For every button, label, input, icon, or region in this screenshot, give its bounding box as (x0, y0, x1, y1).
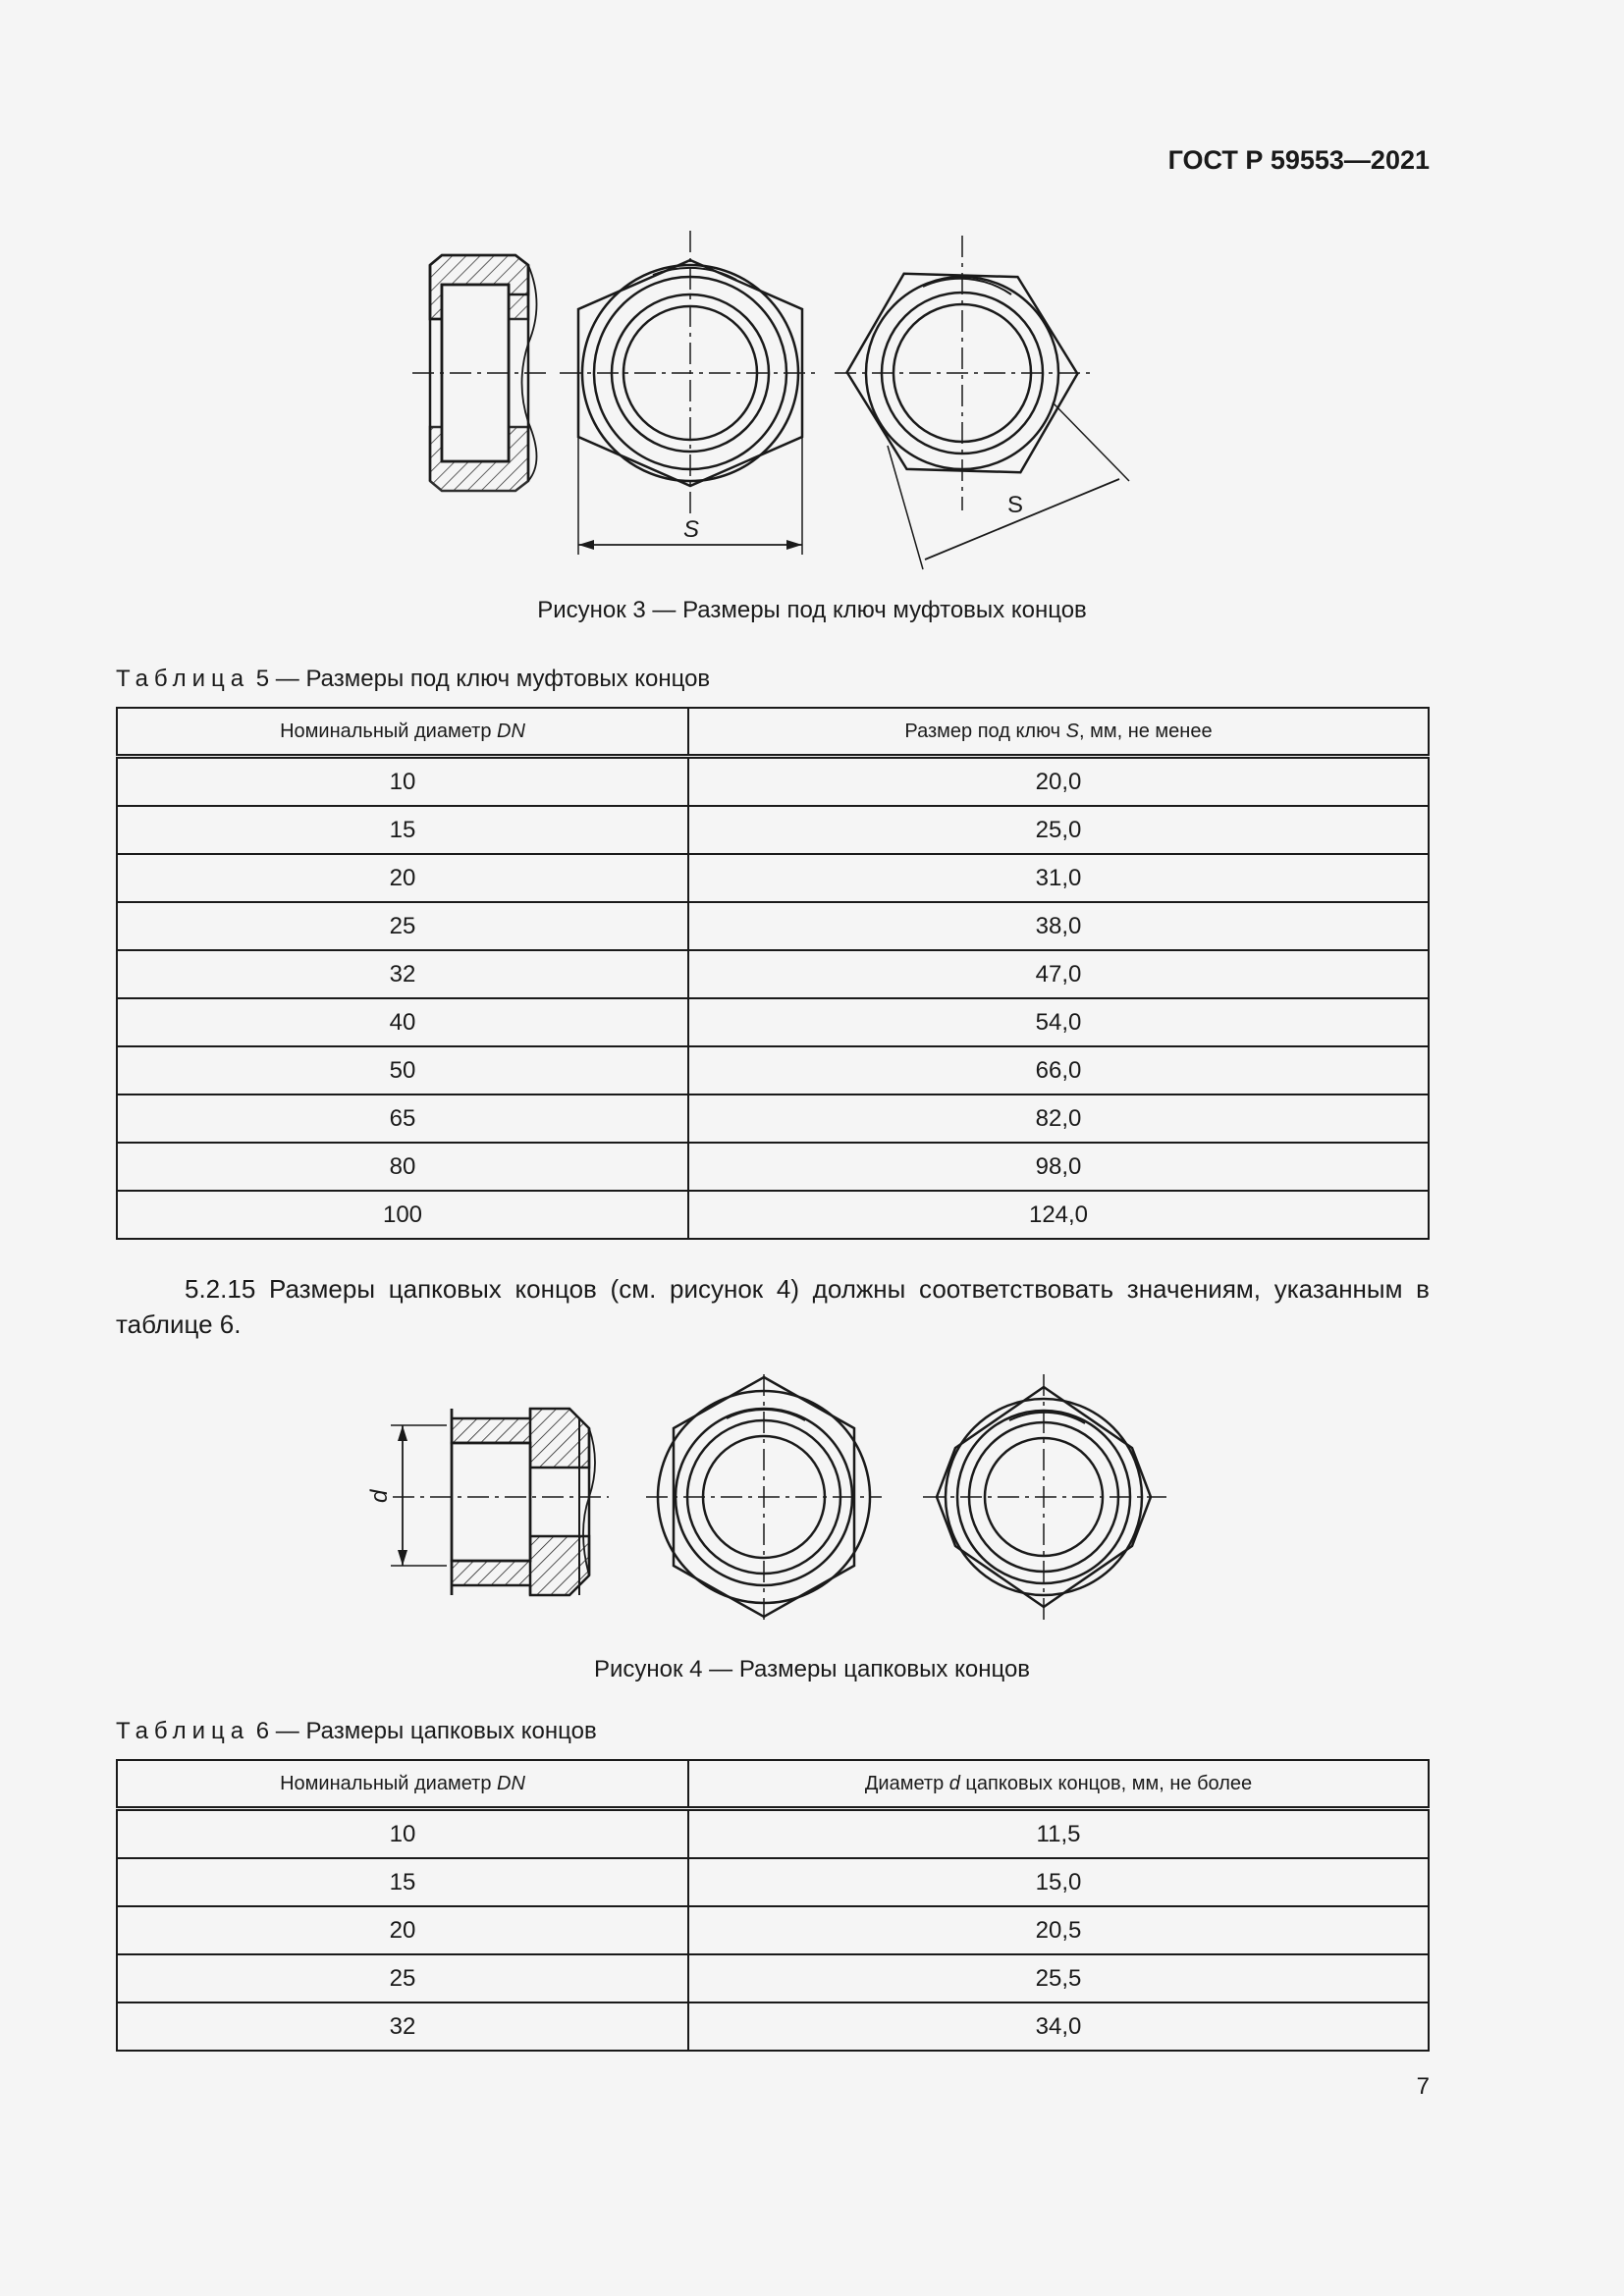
table-5-header-s: Размер под ключ S, мм, не менее (688, 708, 1429, 757)
table-row: 10 11,5 (117, 1809, 1429, 1859)
table-row: 25 25,5 (117, 1954, 1429, 2002)
table-row: 15 15,0 (117, 1858, 1429, 1906)
figure-3-drawing (412, 226, 1159, 579)
table-6 (116, 1759, 1430, 2052)
table-row: 65 82,0 (117, 1095, 1429, 1143)
figure-4-drawing (366, 1369, 1198, 1634)
table-row: 10 20,0 (117, 757, 1429, 807)
fitting-section-view (412, 255, 548, 491)
table-row: 40 54,0 (117, 998, 1429, 1046)
spigot-hex-view-1 (646, 1374, 882, 1620)
table-row: 50 66,0 (117, 1046, 1429, 1095)
table-5-header-dn: Номинальный диаметр DN (117, 708, 688, 757)
dimension-label-d: d (366, 1489, 393, 1503)
dimension-label-s1: S (683, 516, 700, 543)
table-row: 20 31,0 (117, 854, 1429, 902)
table-row: 100 124,0 (117, 1191, 1429, 1239)
table-6-caption: Таблица 6 — Размеры цапковых концов (116, 1718, 597, 1744)
paragraph-5-2-15: 5.2.15 Размеры цапковых концов (см. рисунок 4) должны соответствовать значениям, указанным в таблице 6. (116, 1274, 1430, 1339)
table-row: 15 25,0 (117, 806, 1429, 854)
table-5-caption: Таблица 5 — Размеры под ключ муфтовых концов (116, 666, 711, 692)
table-5 (116, 707, 1430, 1240)
table-row: 20 20,5 (117, 1906, 1429, 1954)
spigot-hex-view-2 (923, 1374, 1166, 1620)
figure-4-caption: Рисунок 4 — Размеры цапковых концов (593, 1656, 1031, 1682)
table-6-header-dn: Номинальный диаметр DN (117, 1760, 688, 1809)
hex-view-flats (560, 231, 821, 555)
table-row: 32 34,0 (117, 2002, 1429, 2051)
spigot-section-view (391, 1409, 609, 1595)
page-number: 7 (1416, 2073, 1430, 2100)
table-row: 32 47,0 (117, 950, 1429, 998)
dimension-label-s2: S (1007, 492, 1024, 518)
document-id: ГОСТ Р 59553—2021 (1167, 145, 1430, 175)
figure-3-caption: Рисунок 3 — Размеры под ключ муфтовых концов (537, 597, 1087, 623)
hex-view-corners (820, 227, 1129, 569)
table-6-header-d: Диаметр d цапковых концов, мм, не более (688, 1760, 1429, 1809)
table-row: 80 98,0 (117, 1143, 1429, 1191)
table-row: 25 38,0 (117, 902, 1429, 950)
